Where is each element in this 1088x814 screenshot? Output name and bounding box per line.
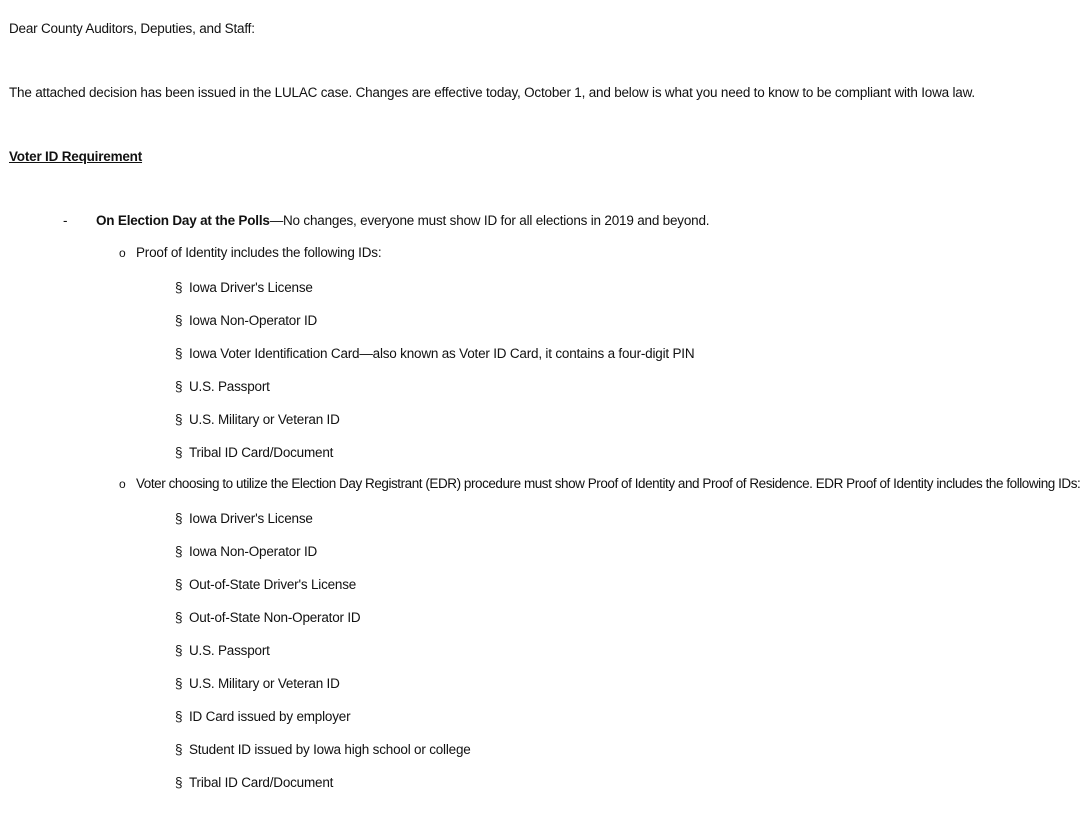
list-item-text: U.S. Military or Veteran ID (189, 676, 340, 691)
section-sign-bullet: § (175, 676, 183, 691)
list-item-text: Iowa Non-Operator ID (189, 313, 318, 328)
election-day-label: On Election Day at the Polls (96, 213, 270, 228)
section-sign-bullet: § (175, 709, 183, 724)
election-day-text: —No changes, everyone must show ID for all elections in 2019 and beyond. (269, 213, 710, 228)
section-sign-bullet: § (175, 445, 183, 460)
section-sign-bullet: § (175, 412, 183, 427)
list-item-text: U.S. Passport (189, 643, 270, 658)
section-sign-bullet: § (175, 379, 183, 394)
section-sign-bullet: § (175, 643, 183, 658)
list-item-text: ID Card issued by employer (189, 709, 351, 724)
list-item-text: Out-of-State Non-Operator ID (189, 610, 361, 625)
section-sign-bullet: § (175, 511, 183, 526)
section-sign-bullet: § (175, 775, 183, 790)
list-item-text: Iowa Driver's License (189, 280, 313, 295)
dash-bullet: - (63, 213, 68, 228)
section-sign-bullet: § (175, 313, 183, 328)
list-item-text: U.S. Passport (189, 379, 270, 394)
list-item-text: Tribal ID Card/Document (189, 775, 334, 790)
section-sign-bullet: § (175, 346, 183, 361)
list-item-text: Iowa Voter Identification Card—also known as Voter ID Card, it contains a four-digit PIN (189, 346, 695, 361)
section-sign-bullet: § (175, 577, 183, 592)
list-item-text: Out-of-State Driver's License (189, 577, 357, 592)
section-sign-bullet: § (175, 742, 183, 757)
intro-paragraph: The attached decision has been issued in the LULAC case. Changes are effective today, October 1, and below is what you need to know to be compliant with Iowa law. (9, 85, 975, 100)
list-item-text: U.S. Military or Veteran ID (189, 412, 340, 427)
list-item-text: Iowa Driver's License (189, 511, 313, 526)
list-item-text: Iowa Non-Operator ID (189, 544, 318, 559)
greeting: Dear County Auditors, Deputies, and Staff: (9, 21, 255, 36)
circle-bullet: o (119, 477, 126, 491)
proof-of-identity-intro: Proof of Identity includes the following IDs: (136, 245, 382, 260)
section-heading: Voter ID Requirement (9, 149, 143, 164)
edr-intro: Voter choosing to utilize the Election Day Registrant (EDR) procedure must show Proof of Identity and Proof of Residence. EDR Proof of Identity includes the following IDs: (136, 476, 1081, 491)
list-item-text: Student ID issued by Iowa high school or college (189, 742, 471, 757)
section-sign-bullet: § (175, 610, 183, 625)
list-item-text: Tribal ID Card/Document (189, 445, 334, 460)
section-sign-bullet: § (175, 544, 183, 559)
circle-bullet: o (119, 246, 126, 260)
section-sign-bullet: § (175, 280, 183, 295)
